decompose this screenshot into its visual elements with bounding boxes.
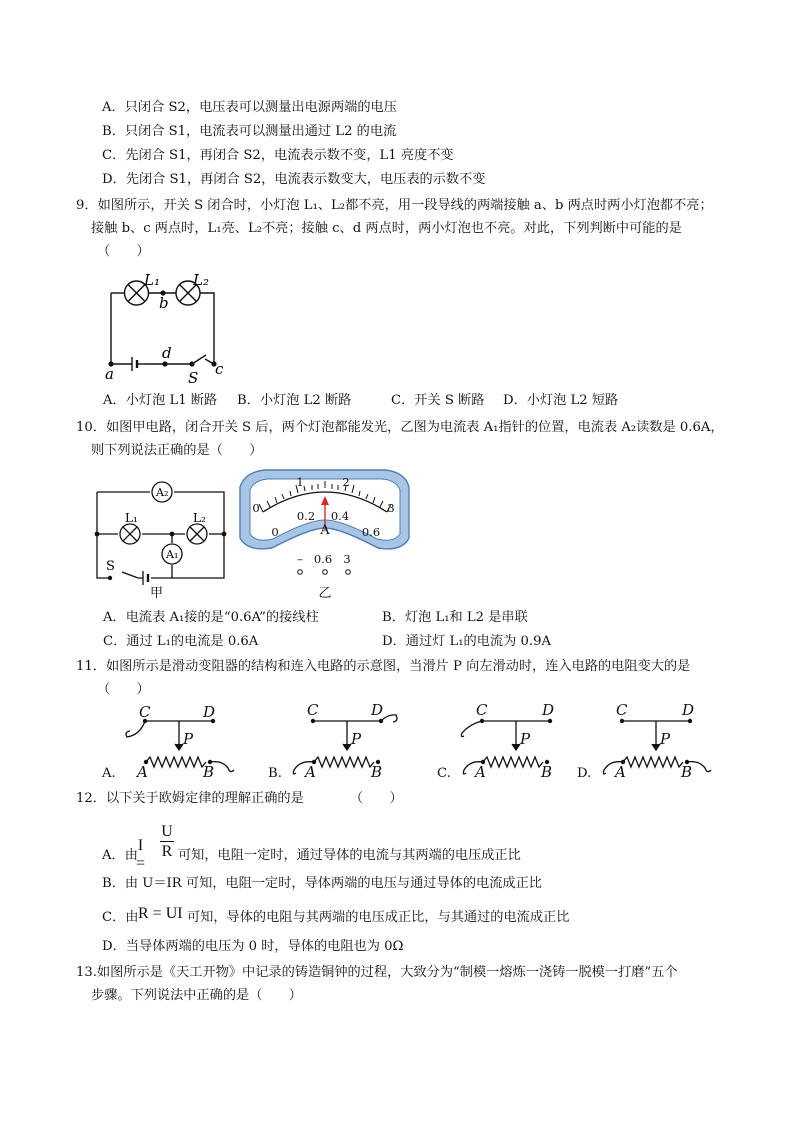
q9-label-c: c — [215, 360, 224, 378]
q10-option-a: A．电流表 A₁接的是“0.6A”的接线柱 — [103, 610, 319, 625]
q11-b-label-a: A — [305, 763, 316, 781]
q11-option-d-label: D. — [577, 766, 592, 781]
q10-dial-lower-02: 0.2 — [296, 509, 316, 523]
q13-stem-line2: 步骤。下列说法中正确的是（ ） — [91, 988, 302, 1003]
q11-c-label-d: D — [542, 701, 555, 719]
q9-label-b: b — [159, 294, 169, 312]
q10-option-c: C．通过 L₁的电流是 0.6A — [103, 634, 259, 649]
q11-c-label-a: A — [475, 763, 486, 781]
q8-option-d: D．先闭合 S1，再闭合 S2，电流表示数变大，电压表的示数不变 — [102, 172, 486, 187]
q9-label-s: S — [188, 369, 199, 387]
q11-option-a-label: A. — [102, 766, 116, 781]
q11-c-label-c: C — [476, 701, 488, 719]
q12-formula-resistance: R = UI — [138, 905, 183, 922]
q10-stem-line2: 则下列说法正确的是（ ） — [91, 443, 263, 458]
q10-label-yi: 乙 — [318, 586, 332, 601]
q12-option-d: D．当导体两端的电压为 0 时，导体的电阻也为 0Ω — [102, 939, 404, 954]
q12-option-c-prefix: C．由 — [102, 910, 139, 925]
q12-formula-lhs: I = — [136, 837, 146, 872]
q9-label-a: a — [105, 365, 114, 383]
q8-option-b: B．只闭合 S1，电流表可以测量出通过 L2 的电流 — [102, 124, 397, 139]
q11-c-label-p: P — [520, 730, 531, 748]
q9-label-l1: L₁ — [144, 271, 160, 289]
q9-label-l2: L₂ — [193, 271, 209, 289]
q12-option-a-text: 可知，电阻一定时，通过导体的电流与其两端的电压成正比 — [178, 848, 521, 863]
q11-a-label-c: C — [139, 703, 151, 721]
q9-stem-line1: 9．如图所示，开关 S 闭合时，小灯泡 L₁、L₂都不亮，用一段导线的两端接触 a、b 两点时两小灯泡都不亮； — [76, 198, 713, 213]
q9-option-c: C．开关 S 断路 — [391, 393, 485, 408]
q10-label-a2: A₂ — [156, 486, 169, 499]
q10-dial-lower-04: 0.4 — [330, 509, 350, 523]
q11-d-label-b: B — [681, 763, 693, 781]
q11-stem-line1: 11．如图所示是滑动变阻器的结构和连入电路的示意图，当滑片 P 向左滑动时，连入电路的电阻变大的是 — [76, 659, 691, 674]
q8-option-c: C．先闭合 S1，再闭合 S2，电流表示数不变，L1 亮度不变 — [102, 148, 454, 163]
q10-dial-unit: A — [320, 523, 330, 538]
q10-dial-upper-3: 3 — [387, 501, 395, 515]
q10-label-l1: L₁ — [125, 511, 138, 525]
q12-formula-denominator: R — [161, 843, 173, 860]
q12-option-c-text: 可知，导体的电阻与其两端的电压成正比，与其通过的电流成正比 — [187, 910, 570, 925]
q12-option-a-prefix: A．由 — [102, 848, 138, 863]
q10-terminal-minus: – — [297, 552, 303, 566]
q10-label-a1: A₁ — [166, 548, 179, 561]
q10-label-jia: 甲 — [150, 586, 164, 601]
q11-b-label-d: D — [371, 701, 384, 719]
q11-d-label-a: A — [615, 763, 626, 781]
q11-d-label-p: P — [660, 730, 671, 748]
q11-d-label-c: C — [616, 701, 628, 719]
q9-label-d: d — [162, 344, 172, 362]
q10-terminal-3: 3 — [343, 552, 351, 566]
q10-option-b: B．灯泡 L₁和 L2 是串联 — [382, 610, 528, 625]
q10-label-s: S — [106, 559, 115, 574]
q9-stem-line2: 接触 b、c 两点时，L₁亮、L₂不亮；接触 c、d 两点时，两小灯泡也不亮。对此，下列判断中可能的是 — [91, 221, 682, 236]
q10-terminal-06: 0.6 — [313, 552, 333, 566]
q12-stem: 12．以下关于欧姆定律的理解正确的是 （ ） — [76, 791, 403, 806]
q10-dial-lower-0: 0 — [271, 525, 279, 539]
q10-dial-lower-06: 0.6 — [361, 525, 381, 539]
q11-b-label-p: P — [351, 730, 362, 748]
q10-label-l2: L₂ — [193, 511, 206, 525]
q11-option-c-label: C. — [437, 766, 451, 781]
q10-stem-line1: 10．如图甲电路，闭合开关 S 后，两个灯泡都能发光，乙图为电流表 A₁指针的位置，电流表 A₂读数是 0.6A， — [76, 420, 724, 435]
q11-b-label-c: C — [307, 701, 319, 719]
q10-dial-upper-0: 0 — [252, 501, 260, 515]
q11-a-label-b: B — [203, 763, 215, 781]
q9-option-d: D．小灯泡 L2 短路 — [503, 393, 619, 408]
q11-a-label-a: A — [137, 763, 148, 781]
q11-a-label-p: P — [183, 730, 194, 748]
q8-option-a: A．只闭合 S2，电压表可以测量出电源两端的电压 — [102, 100, 397, 115]
q12-formula-numerator: U — [161, 823, 173, 840]
q10-dial-upper-2: 2 — [342, 475, 350, 489]
q11-c-label-b: B — [541, 763, 553, 781]
q11-b-label-b: B — [371, 763, 383, 781]
q10-option-d: D．通过灯 L₁的电流为 0.9A — [382, 634, 551, 649]
q9-bracket: （ ） — [97, 244, 150, 259]
q11-option-b-label: B. — [268, 766, 282, 781]
q11-a-label-d: D — [203, 703, 216, 721]
q9-option-b: B．小灯泡 L2 断路 — [237, 393, 352, 408]
q12-option-b: B．由 U＝IR 可知，电阻一定时，导体两端的电压与通过导体的电流成正比 — [102, 876, 542, 891]
q11-bracket: （ ） — [97, 682, 150, 697]
q11-d-label-d: D — [682, 701, 695, 719]
q10-dial-upper-1: 1 — [296, 475, 304, 489]
q13-stem-line1: 13.如图所示是《天工开物》中记录的铸造铜钟的过程，大致分为“制模一熔炼一浇铸一脱模一打磨”五个 — [76, 965, 678, 980]
q9-option-a: A．小灯泡 L1 断路 — [103, 393, 218, 408]
